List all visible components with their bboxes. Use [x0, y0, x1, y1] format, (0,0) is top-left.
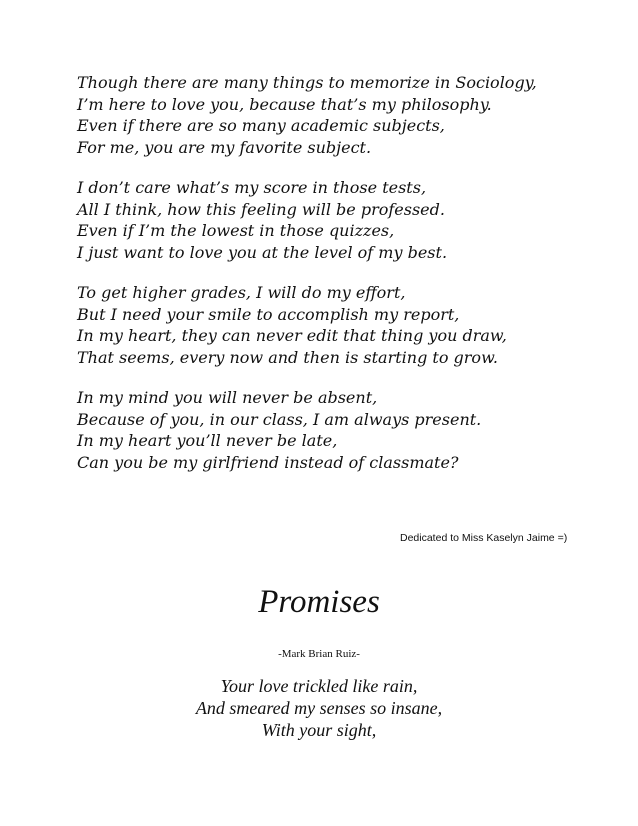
poem-line: I’m here to love you, because that’s my philosophy.: [77, 94, 492, 114]
poem-line: In my heart, they can never edit that thing you draw,: [77, 326, 507, 345]
poem-line: I just want to love you at the level of my best.: [77, 242, 448, 262]
dedication-text: Dedicated to Miss Kaselyn Jaime =): [400, 532, 568, 544]
poem-line: For me, you are my favorite subject.: [77, 137, 372, 157]
poem-line: I don’t care what’s my score in those tests,: [77, 178, 427, 197]
poem-line: Though there are many things to memorize in Sociology,: [77, 73, 537, 92]
stanza-3: [77, 282, 617, 368]
poem-line: With your sight,: [261, 720, 377, 740]
poem-line: Even if I’m the lowest in those quizzes,: [77, 221, 395, 240]
poem-line: Even if there are so many academic subjects,: [77, 116, 445, 135]
poem-title: Promises: [258, 584, 380, 620]
poem-line: To get higher grades, I will do my effort,: [77, 283, 406, 302]
poem-line: Can you be my girlfriend instead of classmate?: [77, 452, 459, 472]
poem-line: That seems, every now and then is starting to grow.: [77, 347, 498, 367]
poem-line: All I think, how this feeling will be professed.: [77, 199, 445, 219]
stanza-4: [77, 387, 617, 473]
poem-author: -Mark Brian Ruiz-: [278, 648, 360, 660]
poem-line: In my mind you will never be absent,: [77, 388, 378, 407]
poem-line: In my heart you’ll never be late,: [77, 431, 338, 450]
poem-line: And smeared my senses so insane,: [195, 698, 443, 718]
poem-body: [77, 72, 617, 492]
poem-line: Because of you, in our class, I am always present.: [77, 409, 482, 429]
poem-line: But I need your smile to accomplish my report,: [77, 304, 460, 324]
poem-line: Your love trickled like rain,: [220, 676, 418, 696]
promises-poem-body: [0, 675, 638, 741]
stanza-1: [77, 72, 617, 158]
stanza-2: [77, 177, 617, 263]
